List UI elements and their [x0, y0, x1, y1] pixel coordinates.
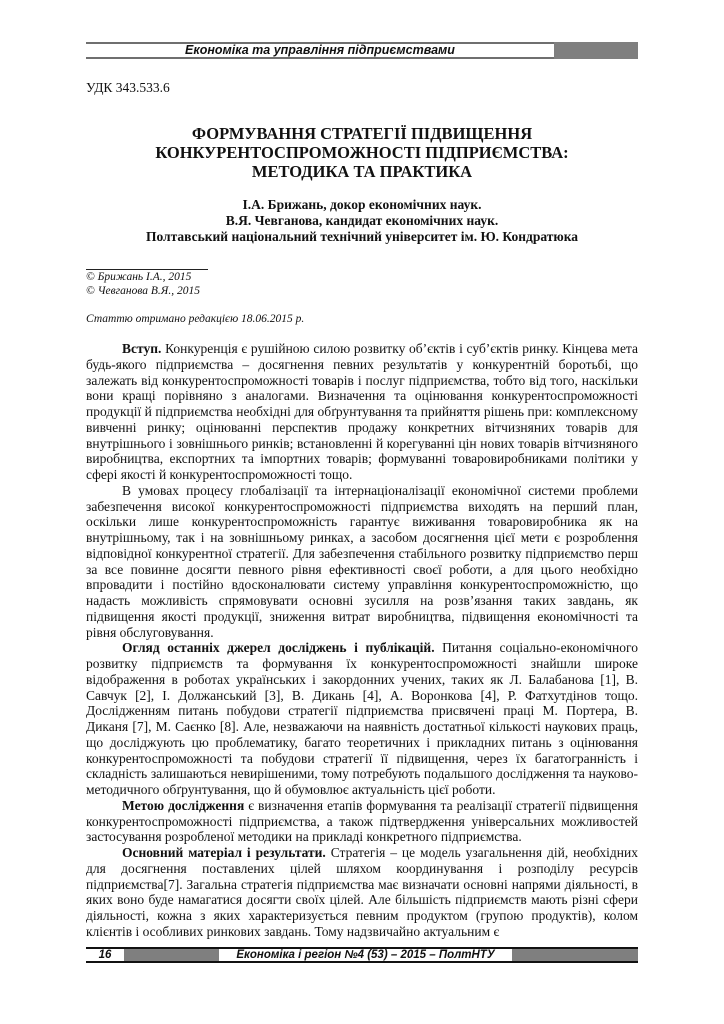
title-line-2: КОНКУРЕНТОСПРОМОЖНОСТІ ПІДПРИЄМСТВА: [155, 143, 569, 162]
intro-paragraph-2: В умовах процесу глобалізації та інтернаціоналізації економічної системи проблеми забезпечення високої конкурентоспроможності підприємства виходять на перший план, оскільки лише конкурентоспроможність гарантує виживання товаровиробника як на внутрішньому, так і на зовнішньому ринках, а засобом досягнення цієї мети є розроблення відповідної конкурентної стратегії. Для забезпечення стабільного розвитку підприємство перш за все повинне досягти певного рівня ефективності своєї роботи, а для цього необхідно впровадити і постійно вдосконалювати систему управління конкурентоспроможністю, що надасть можливість спрямовувати основні зусилля на розв’язання таких завдань, як підвищення якості продукції, зниження витрат виробництва, підвищення економічності та рівня обслуговування. [86, 482, 638, 640]
main-text: Стратегія – це модель узагальнення дій, необхідних для досягнення поставлених цілей шляхом координування і розподілу ресурсів підприємства[7]. Загальна стратегія підприємства має визначати основні напрями діяльності, в яких воно буде намагатися досягти своїх цілей. Але більшість підприємств мають різні сфери діяльності, кожна з яких характеризується певним продуктом (групою продуктів), колом клієнтів і особливих ринкових завдань. Тому надзвичайно актуальним є [86, 845, 638, 939]
received-date: Статтю отримано редакцією 18.06.2015 р. [86, 313, 305, 325]
aim-paragraph [86, 798, 638, 845]
affiliation: Полтавський національний технічний університет ім. Ю. Кондратюка [145, 229, 579, 244]
copyright-line-1: © Брижань І.А., 2015 [86, 271, 192, 283]
article-body [86, 341, 638, 940]
copyright-line-2: © Чевганова В.Я., 2015 [86, 285, 200, 297]
review-heading: Огляд останніх джерел досліджень і публікацій. [122, 640, 435, 656]
aim-text: є визначення етапів формування та реалізації стратегії підвищення конкурентоспроможності підприємства, а також підтвердження універсальних можливостей застосування розробленої методики на прикладі конкретного підприємства. [86, 797, 638, 845]
footer-gray-block-right [512, 949, 638, 961]
title-line-1: ФОРМУВАННЯ СТРАТЕГІЇ ПІДВИЩЕННЯ [191, 124, 533, 143]
journal-section-title: Економіка та управління підприємствами [185, 43, 455, 57]
review-text: Питання соціально-економічного розвитку підприємств та формування їх конкурентоспроможності знайшли широке відображення в роботах українських і закордонних учених, таких як Л. Балабанова [1], В. Савчук [2], І. Должанський [3], В. Дикань [4], А. Воронкова [4], Р. Фатхутдінов тощо. Дослідженням питань побудови стратегії підприємства присвячені праці М. Портера, В. Диканя [7], М. Саєнко [8]. Але, незважаючи на наявність достатньої кількості наукових праць, що досліджують цю проблематику, багато теоретичних і прикладних питань з оцінювання конкурентоспроможності та побудови стратегії її підвищення, через їх багатогранність і складність залишаються невирішеними, тому потребують подальшого дослідження та науково-методичного обґрунтування, що й обумовлює актуальність цієї роботи. [86, 640, 638, 797]
title-line-3: МЕТОДИКА ТА ПРАКТИКА [251, 162, 473, 181]
header-gray-block [554, 42, 638, 59]
intro-text: Конкуренція є рушійною силою розвитку об’єктів і суб’єктів ринку. Кінцева мета будь-якого підприємства – досягнення певних результатів у конкурентній боротьбі, що залежать від конкурентоспроможності товарів і послуг підприємства, тобто від того, наскільки вони кращі порівняно з аналогами. Визначення та оцінювання конкурентоспроможності продукції й підприємства необхідні для обґрунтування та прийняття рішень при: комплексному вивченні ринку; оцінюванні перспектив продажу конкретних вітчизняних товарів для внутрішнього і зовнішнього ринків; встановленні й корегуванні цін нових товарів вітчизняного виробництва, експортних та імпортних товарів; формуванні товаровиробниками політики у сфері якості й конкурентоспроможності тощо. [86, 341, 638, 482]
authors-block [86, 197, 638, 245]
main-paragraph [86, 845, 638, 940]
review-paragraph [86, 640, 638, 798]
main-heading: Основний матеріал і результати. [122, 845, 326, 860]
udk-code: УДК 343.533.6 [86, 80, 170, 95]
journal-issue: Економіка і регіон №4 (53) – 2015 – ПолтНТУ [236, 949, 495, 961]
running-header [86, 42, 638, 59]
author-1: І.А. Брижань, докор економічних наук. [242, 197, 482, 212]
author-2: В.Я. Чевганова, кандидат економічних наук. [225, 213, 499, 228]
page-number: 16 [98, 949, 112, 961]
footer-gray-block-left [124, 949, 219, 961]
intro-paragraph [86, 341, 638, 483]
article-title [86, 124, 638, 181]
aim-heading: Метою дослідження [122, 797, 245, 813]
running-footer [86, 947, 638, 963]
intro-heading: Вступ. [122, 341, 162, 356]
copyright-block [86, 270, 200, 298]
